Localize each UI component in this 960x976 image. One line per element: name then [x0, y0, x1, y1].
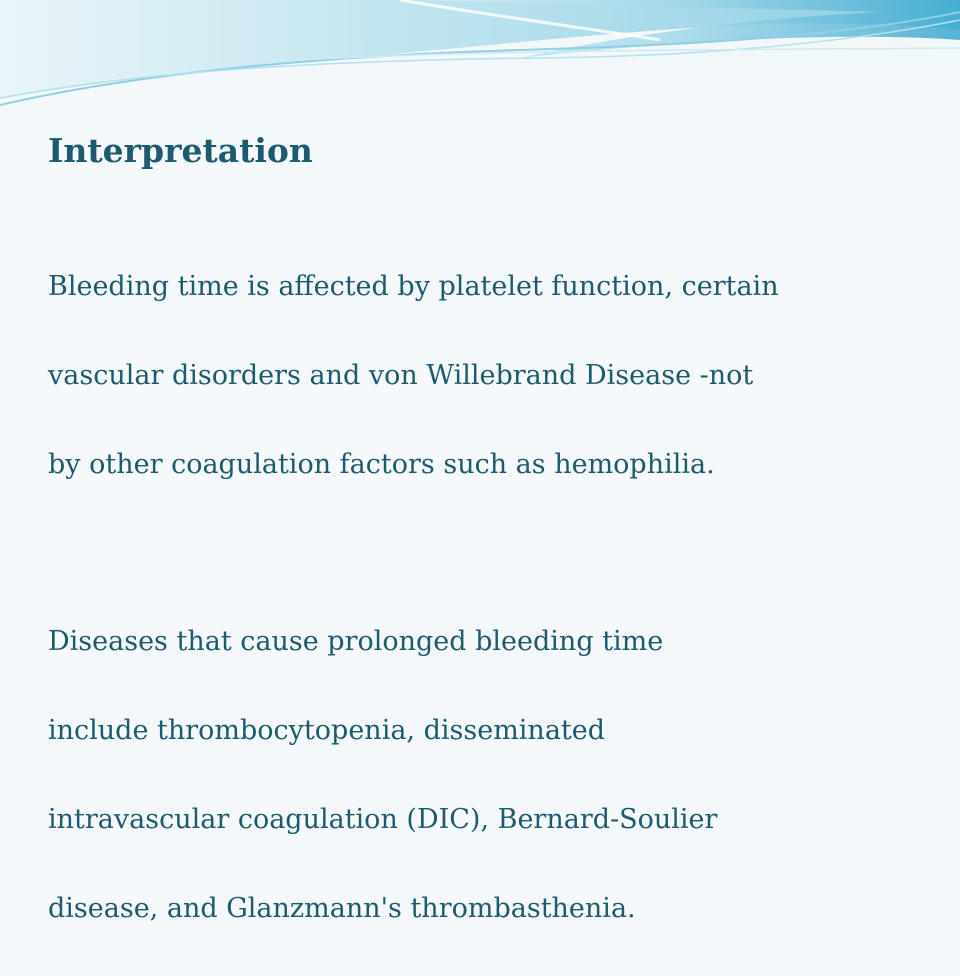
paragraph-diseases [48, 576, 928, 976]
decorative-wave-header [0, 0, 960, 120]
paragraph-line: Bleeding time is affected by platelet function, certain [48, 265, 928, 310]
slide-content [48, 128, 928, 976]
paragraph-line: Diseases that cause prolonged bleeding time [48, 620, 928, 665]
paragraph-line: intravascular coagulation (DIC), Bernard-Soulier [48, 798, 928, 843]
paragraph-line: include thrombocytopenia, disseminated [48, 709, 928, 754]
paragraph-line: vascular disorders and von Willebrand Disease -not [48, 354, 928, 399]
paragraph-line: by other coagulation factors such as hemophilia. [48, 443, 928, 488]
paragraph-line: disease, and Glanzmann's thrombasthenia. [48, 887, 928, 932]
slide-title: Interpretation [48, 128, 928, 174]
paragraph-bleeding-time [48, 220, 928, 532]
